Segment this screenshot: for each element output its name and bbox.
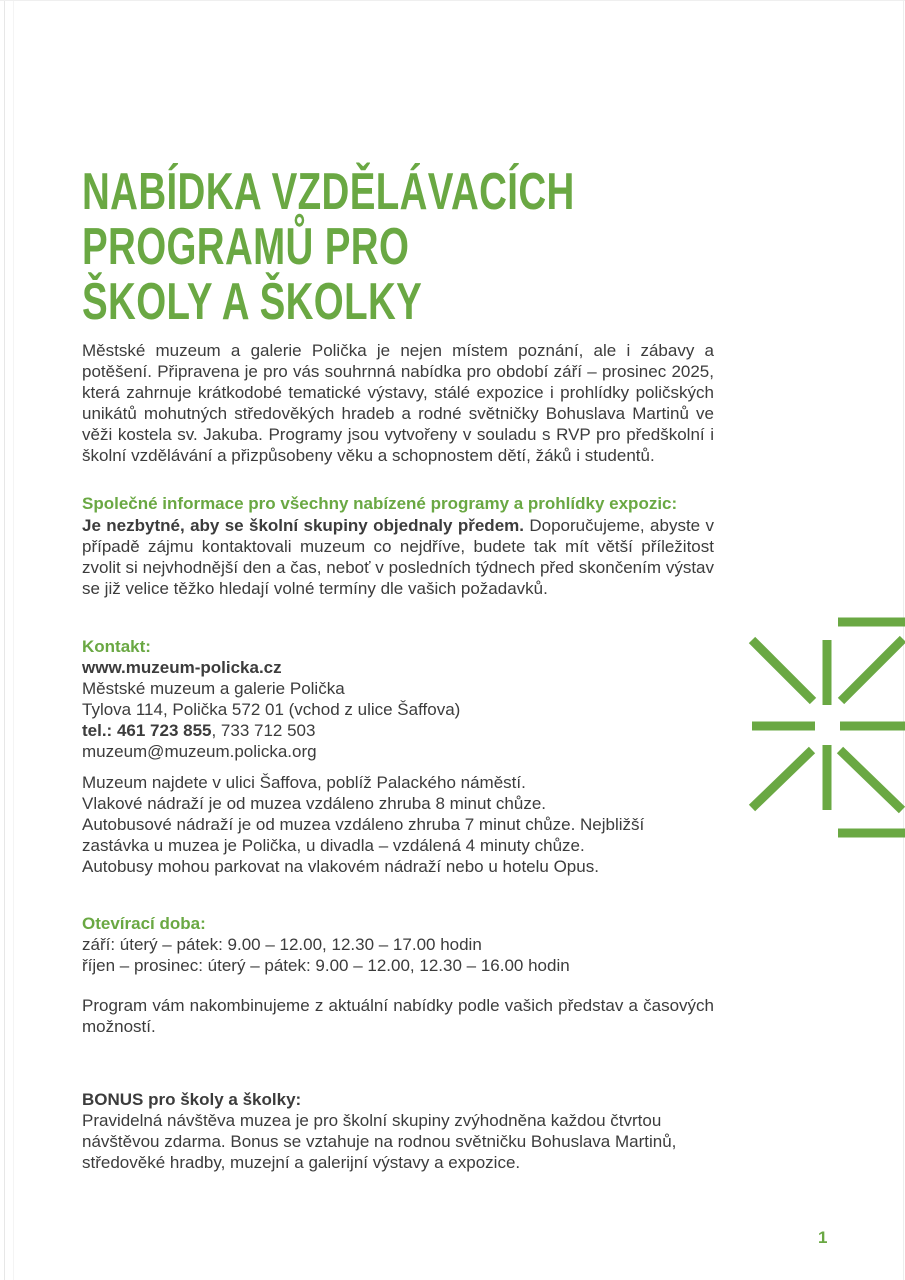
contact-heading: Kontakt: — [82, 637, 151, 656]
page-edge-line — [0, 0, 905, 1]
contact-phone-secondary: , 733 712 503 — [211, 721, 316, 740]
common-info-heading: Společné informace pro všechny nabízené programy a prohlídky expozic: — [82, 494, 678, 513]
common-info-body: Doporučujeme, abyste v případě zájmu kontaktovali muzeum co nejdříve, budete tak mít větší příležitost zvolit si nejvhodnější den a čas, neboť v posledních týdnech před skončením výstav se již velice těžko hledají volné termíny dle vašich požadavků. — [82, 516, 714, 598]
directions-block — [82, 772, 714, 877]
contact-phone — [82, 720, 714, 741]
asterisk-star-logo-icon — [745, 608, 905, 845]
page-title-line: NABÍDKA VZDĚLÁVACÍCH — [82, 162, 575, 221]
opening-hours-heading: Otevírací doba: — [82, 914, 206, 933]
page-edge-line — [4, 0, 5, 1280]
page-title-line: PROGRAMŮ PRO — [82, 217, 410, 276]
email-link[interactable]: muzeum@muzeum.policka.org — [82, 742, 317, 761]
contact-address: Tylova 114, Polička 572 01 (vchod z ulice Šaffova) — [82, 700, 461, 719]
common-info-lead-bold: Je nezbytné, aby se školní skupiny objednaly předem. — [82, 516, 524, 535]
page-number: 1 — [818, 1228, 828, 1247]
bonus-heading: BONUS pro školy a školky: — [82, 1090, 302, 1109]
page-title — [82, 162, 575, 331]
opening-hours-line: září: úterý – pátek: 9.00 – 12.00, 12.30 – 17.00 hodin — [82, 935, 482, 954]
intro-paragraph: Městské muzeum a galerie Polička je nejen místem poznání, ale i zábavy a potěšení. Připravena je pro vás souhrnná nabídka pro období září – prosinec 2025, která zahrnuje krátkodobé tematické výstavy, stálé expozice i prohlídky poličských unikátů mohutných středověkých hradeb a rodné světničky Bohuslava Martinů ve věži kostela sv. Jakuba. Programy jsou vytvořeny v souladu s RVP pro předškolní i školní vzdělávání a přizpůsobeny věku a schopnostem dětí, žáků i studentů. — [82, 341, 714, 465]
contact-phone-primary: tel.: 461 723 855 — [82, 721, 212, 740]
bonus-paragraph: Pravidelná návštěva muzea je pro školní skupiny zvýhodněna každou čtvrtou návštěvou zdarma. Bonus se vztahuje na rodnou světničku Bohuslava Martinů, středověké hradby, muzejní a galerijní výstavy a expozice. — [82, 1111, 677, 1172]
directions-line: Autobusy mohou parkovat na vlakovém nádraží nebo u hotelu Opus. — [82, 857, 599, 876]
opening-hours-block — [82, 934, 714, 976]
directions-line: Autobusové nádraží je od muzea vzdáleno zhruba 7 minut chůze. Nejbližší zastávka u muzea je Polička, u divadla – vzdálená 4 minuty chůze. — [82, 815, 645, 855]
directions-line: Muzeum najdete v ulici Šaffova, poblíž Palackého náměstí. — [82, 773, 526, 792]
page-edge-line — [13, 0, 14, 1280]
opening-hours-line: říjen – prosinec: úterý – pátek: 9.00 – 12.00, 12.30 – 16.00 hodin — [82, 956, 570, 975]
website-link[interactable]: www.muzeum-policka.cz — [82, 658, 282, 677]
directions-line: Vlakové nádraží je od muzea vzdáleno zhruba 8 minut chůze. — [82, 794, 546, 813]
contact-org-name: Městské muzeum a galerie Polička — [82, 679, 345, 698]
common-info-paragraph — [82, 515, 714, 599]
page-title-line: ŠKOLY A ŠKOLKY — [82, 272, 423, 331]
program-note-paragraph: Program vám nakombinujeme z aktuální nabídky podle vašich představ a časových možností. — [82, 996, 714, 1036]
contact-block — [82, 657, 714, 762]
